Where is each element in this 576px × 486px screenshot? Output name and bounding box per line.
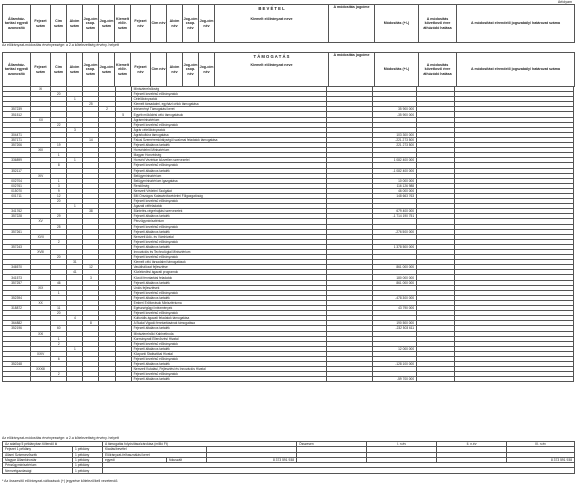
row-name: Fejezeti kezelésű előirányzatok: [131, 163, 326, 168]
row-alcim: 1: [67, 158, 83, 163]
row-amount: -1 714 190 751: [372, 214, 416, 219]
row-name: Fejezeti általános tartalék: [131, 214, 326, 219]
row-cim: 1: [51, 153, 67, 158]
hdr2-jogcim: Jog-cím szám: [99, 53, 115, 87]
row-amount: -35 900 000: [372, 112, 416, 117]
row-name: Intézményi Támogatási keret: [131, 107, 326, 112]
summary-ervenyessege: Előirányzat-felhasználási keret: [103, 452, 207, 457]
row-name: A Budai Vigadó fenntartásának támogatása: [131, 321, 326, 326]
row-alcim: 3: [67, 127, 83, 132]
row-name: Fejezeti kezelésű előirányzatok: [131, 356, 326, 361]
hdr2-modositas: Módosítás (+/-): [375, 53, 419, 87]
row-id: 341573: [3, 275, 31, 280]
row-name: Belügyminisztérium igazgatása: [131, 178, 326, 183]
row-name: Fejezeti kezelésű előirányzatok: [131, 92, 326, 97]
row-id: 352117: [3, 168, 31, 173]
hdr2-kiemelt: Kiemelt előir. szám: [115, 53, 131, 87]
row-name: Fejezeti általános tartalék: [131, 168, 326, 173]
row-fejezet: XI: [31, 87, 51, 92]
top-right-label: Árfolyam: [557, 0, 572, 4]
summary-fokuszalt: fókuszált: [167, 457, 207, 462]
row-id: 364882: [3, 321, 31, 326]
row-name: Fejezeti kezelésű előirányzatok: [131, 372, 326, 377]
copy-count-3: 1 példány: [73, 463, 103, 468]
row-name: Belügyminisztérium: [131, 173, 326, 178]
copy-count-2: 1 példány: [73, 457, 103, 462]
row-name: Egyéb működési célú támogatások: [131, 112, 326, 117]
row-amount: 35 900 000: [372, 107, 416, 112]
hdr2-modositas-jogcime: A módosítás jogcíme: [329, 53, 375, 87]
row-id: 318872: [3, 306, 31, 311]
row-jogcsop: 8: [83, 321, 99, 326]
row-name: Honvédelmi Minisztérium: [131, 148, 326, 153]
row-cim: 11: [51, 306, 67, 311]
hdr-jogcim: Jog-cím szám: [99, 5, 115, 43]
hdr2-jogcsop: Jog-cím csop. szám: [83, 53, 99, 87]
row-alcim: [67, 377, 83, 382]
hdr2-jogszabaly: A módosítást elrendelő jogszabály/ határozat száma: [457, 53, 575, 87]
row-name: Kiemelt társadalmi, egyházi célok támogatása: [131, 102, 326, 107]
row-cim: 12: [51, 193, 67, 198]
row-cim: 1: [51, 178, 67, 183]
row-name: Fejezeti általános tartalék: [131, 377, 326, 382]
row-cim: 6: [51, 356, 67, 361]
row-name: Közúti fenntartási feladatok: [131, 275, 326, 280]
row-name: Pénzügyminisztérium: [131, 219, 326, 224]
row-id: 352394: [3, 295, 31, 300]
row-name: Emberi Erőforrások Minisztériuma: [131, 300, 326, 305]
row-jogcsop: 12: [83, 265, 99, 270]
summary-label: Az adatlap 5 példányban töltendő ki: [3, 442, 103, 447]
footnote: * Az összesítő előírányzat-változások (+) jegyzése kötelező/kell vezetendő.: [2, 479, 119, 483]
row-kovetkezo: [417, 377, 455, 382]
row-name: Fejezeti kezelésű előirányzatok: [131, 341, 326, 346]
row-amount: 221 273 500: [372, 143, 416, 148]
row-cim: 3: [51, 183, 67, 188]
summary-total: 8 373 591 938: [207, 457, 297, 462]
row-id: 352248: [3, 362, 31, 367]
row-fejezet: XV: [31, 219, 51, 224]
hdr-alcim-nev: Alcím név: [167, 5, 183, 43]
row-amount: 679 400 000: [372, 209, 416, 214]
hdr2-tamogatas: [215, 53, 329, 87]
row-amount: -128 100 000: [372, 362, 416, 367]
row-name: BM Országos Katasztrófavédelmi Főigazgatóság: [131, 193, 326, 198]
row-alcim: 1: [67, 346, 83, 351]
row-cim: 25: [51, 224, 67, 229]
row-amount: 180 000 000: [372, 275, 416, 280]
summary-kiadas: Kiadás/bevétel: [103, 447, 207, 452]
row-name: Fejezeti általános tartalék: [131, 229, 326, 234]
row-jogszabaly: [455, 377, 574, 382]
row-id: 357239: [3, 107, 31, 112]
hdr2-alcim-nev: Alcím név: [167, 53, 183, 87]
row-name: Fejezeti általános tartalék: [131, 326, 326, 331]
row-fejezet: XXXIII: [31, 367, 51, 372]
row-amount: -59 700 000: [372, 377, 416, 382]
hdr2-cim: Cím szám: [51, 53, 67, 87]
row-name: Kulturális ágazati feladatok támogatása: [131, 316, 326, 321]
hdr-fejezet: Fejezet szám: [31, 5, 51, 43]
row-fejezet: XIII: [31, 148, 51, 153]
summary-q1: I. n.év: [367, 442, 437, 447]
row-name: Innovációs és Technológiai Minisztérium: [131, 250, 326, 255]
row-fejezet: XVII: [31, 234, 51, 239]
hdr-kiemelt: Kiemelt előir. szám: [115, 5, 131, 43]
hdr-alcim: Alcím szám: [67, 5, 83, 43]
copy-name-4: Nemzetgazdasági: [3, 468, 73, 473]
summary-osszesen: Összesen: [297, 442, 367, 447]
summary-q2: II. n.év: [437, 442, 507, 447]
row-amount: 1 082 400 000: [372, 158, 416, 163]
row-kiemelt: [115, 377, 131, 382]
row-name: Fejezeti általános tartalék: [131, 346, 326, 351]
row-amount: 190 500 000: [372, 321, 416, 326]
row-name: Fejezeti általános tartalék: [131, 244, 326, 249]
hdr-modositas: Módosítás (+/-): [375, 5, 419, 43]
hdr2-fejezet: Fejezet szám: [31, 53, 51, 87]
row-id: 351512: [3, 112, 31, 117]
row-cim: [51, 377, 67, 382]
row-jogcsop: 38: [83, 209, 99, 214]
row-id: 352196: [3, 326, 31, 331]
row-id: 341762: [3, 209, 31, 214]
row-kiemelt: 5: [115, 112, 131, 117]
row-cim: 29: [51, 214, 67, 219]
row-cim: 2: [51, 372, 67, 377]
table-row: [3, 377, 574, 382]
row-amount: 861 000 000: [372, 265, 416, 270]
hdr-jogcim-nev: Jog-cím név: [199, 5, 215, 43]
row-fejezet: XIX: [31, 285, 51, 290]
row-cim: 8: [51, 163, 67, 168]
row-amount: -221 273 500: [372, 137, 416, 142]
row-cim: 22: [51, 122, 67, 127]
row-jogcime: [326, 377, 372, 382]
row-id: 357257: [3, 280, 31, 285]
summary-egyedi: egyedi: [103, 457, 167, 462]
summary-total-2: 8 373 591 938: [507, 457, 575, 462]
row-alcim: 31: [67, 260, 83, 265]
copy-count-1: 1 példány: [73, 452, 103, 457]
row-name: Uniós fejlesztések: [131, 285, 326, 290]
row-amount: 1 378 500 000: [372, 244, 416, 249]
row-cim: 19: [51, 143, 67, 148]
row-cim: 20: [51, 92, 67, 97]
row-cim: 20: [51, 255, 67, 260]
row-alcim: 4: [67, 316, 83, 321]
row-name: Fejezeti kezelésű előirányzatok: [131, 239, 326, 244]
row-id: 002704: [3, 178, 31, 183]
hdr-jogszabaly: A módosítást elrendelő jogszabály/ határozat száma: [457, 5, 575, 43]
row-name: Nemzeti Kutatási, Fejlesztési és Innovációs Hivatal: [131, 367, 326, 372]
row-name: Központi Statisztikai Hivatal: [131, 351, 326, 356]
row-name: Falusi Szeméremkirálységül szakmai feladatok támogatása: [131, 137, 326, 142]
row-fejezet: [31, 377, 51, 382]
row-jogcim: [99, 377, 115, 382]
row-id: 346570: [3, 265, 31, 270]
row-id: 001711: [3, 193, 31, 198]
row-id: 357206: [3, 143, 31, 148]
row-amount: -276 500 000: [372, 229, 416, 234]
copy-name-0: Fejezet 1 példány: [3, 447, 73, 452]
row-name: Fejezeti kezelésű előirányzatok: [131, 122, 326, 127]
row-name: Közlekedési ágazati programok: [131, 270, 326, 275]
row-name: Fejezeti kezelésű előirányzatok: [131, 290, 326, 295]
hdr-bevetel: [215, 5, 329, 43]
row-cim: 2: [51, 341, 67, 346]
row-amount: 12 000 000: [372, 346, 416, 351]
hdr-cim: Cím szám: [51, 5, 67, 43]
bevetel-kiemelt: Kiemelt előirányzat neve: [250, 17, 293, 22]
row-jogcsop: 3: [83, 275, 99, 280]
bevetel-title: B E V É T E L: [258, 6, 285, 11]
data-table: [2, 86, 574, 382]
summary-q3: III. n.év: [507, 442, 575, 447]
row-name: Magyar Honvédség: [131, 153, 326, 158]
hdr-modositas-jogcime: A módosítás jogcíme: [329, 5, 375, 43]
row-amount: -1 082 400 000: [372, 168, 416, 173]
row-id: 002761: [3, 183, 31, 188]
row-cim: 9: [51, 188, 67, 193]
row-fejezet: XIV: [31, 173, 51, 178]
hdr-kovetkezo: A módosítás következő évre áthúzódó hatása: [419, 5, 457, 43]
row-cim: 46: [51, 280, 67, 285]
row-id: 357228: [3, 214, 31, 219]
row-amount: -478 300 000: [372, 295, 416, 300]
hdr2-kovetkezo: A módosítás következő évre áthúzódó hatása: [419, 53, 457, 87]
note-bottom: Az előirányzat-módosítás érvényessége: a 2.a kötelezettség érvény. helyett: [2, 436, 119, 440]
row-name: Célelőirányzatok: [131, 97, 326, 102]
copy-count-4: 1 példány: [73, 468, 103, 473]
row-name: Miniszterelnökség: [131, 87, 326, 92]
row-name: Kormányzati Ellenőrzési Hivatal: [131, 336, 326, 341]
row-name: Fejezeti kezelésű előirányzatok: [131, 311, 326, 316]
hdr-jogcsop: Jog-cím csop. szám: [83, 5, 99, 43]
row-amount: 103 300 000: [372, 132, 416, 137]
row-id: 357243: [3, 244, 31, 249]
row-name: Egészségügyi intézmények: [131, 306, 326, 311]
hdr-id: Államház-tartási egyedi azonosító: [3, 5, 31, 43]
row-name: Fejezeti általános tartalék: [131, 295, 326, 300]
row-amount: 10 000 000: [372, 178, 416, 183]
row-fejezet: XXI: [31, 331, 51, 336]
row-id: 336899: [3, 158, 31, 163]
row-amount: 43 790 000: [372, 306, 416, 311]
row-id: 304471: [3, 132, 31, 137]
row-jogcsop: 14: [83, 137, 99, 142]
copy-name-1: Állami Számvevőszék: [3, 452, 73, 457]
row-name: Vasúthálózat fejlesztése: [131, 265, 326, 270]
copy-name-2: Magyar Államkincstár: [3, 457, 73, 462]
hdr2-cim-nev: Cím név: [151, 53, 167, 87]
row-fejezet: XX: [31, 300, 51, 305]
row-name: Fejezeti kezelésű előirányzatok: [131, 199, 326, 204]
row-amount: -232 503 611: [372, 326, 416, 331]
row-fejezet: XII: [31, 117, 51, 122]
summary-copy-label: A támogatás folyósítása/zárolása (millió Ft): [103, 442, 297, 447]
row-jogcsop: 25: [83, 102, 99, 107]
row-amount: 116 126 988: [372, 183, 416, 188]
tamogatas-kiemelt: Kiemelt előirányzat neve: [250, 63, 293, 68]
row-cim: 2: [51, 239, 67, 244]
hdr2-alcim: Alcím szám: [67, 53, 83, 87]
hdr-jogcsop-nev: Jog-cím csop. név: [183, 5, 199, 43]
row-name: Nemzeti Védelmi Szolgálat: [131, 188, 326, 193]
row-cim: 60: [51, 326, 67, 331]
row-name: Agrárminisztérium: [131, 117, 326, 122]
row-id: 357171: [3, 137, 31, 142]
header-table-tamogatas: [2, 52, 575, 87]
row-alcim: 41: [67, 270, 83, 275]
row-alcim: 1: [67, 204, 83, 209]
row-name: Agrárkultúra támogatása: [131, 132, 326, 137]
row-name: Fejezeti általános tartalék: [131, 143, 326, 148]
row-name: Fejezeti kezelésű előirányzatok: [131, 255, 326, 260]
row-name: Miniszterelnöki Kabinetiroda: [131, 331, 326, 336]
note-top: Az előirányzat-módosítás érvényessége: a 2.a kötelezettség érvény. helyett: [2, 43, 119, 47]
copy-count-0: 1 példány: [73, 447, 103, 452]
hdr2-fejezet-nev: Fejezet név: [131, 53, 151, 87]
row-alcim: 1: [67, 97, 83, 102]
row-name: Nemzeti Adó- és Vámhivatal: [131, 234, 326, 239]
row-cim: 1: [51, 290, 67, 295]
hdr2-jogcsop-nev: Jog-cím csop. név: [183, 53, 199, 87]
row-fejezet: XXIV: [31, 351, 51, 356]
hdr2-jogcim-nev: Jog-cím név: [199, 53, 215, 87]
hdr-cim-nev: Cím név: [151, 5, 167, 43]
row-cim: 20: [51, 311, 67, 316]
header-table-bevetel: [2, 4, 575, 43]
row-name: Fejezeti kezelésű előirányzatok: [131, 224, 326, 229]
row-name: Honvéd Vezérkar közvetlen szervezetei: [131, 158, 326, 163]
hdr2-id: Államház-tartási egyedi azonosító: [3, 53, 31, 87]
row-cim: 1: [51, 336, 67, 341]
row-cim: 20: [51, 199, 67, 204]
row-jogcim: 2: [99, 107, 115, 112]
row-name: Büntetés-végrehajtási szervezetek: [131, 209, 326, 214]
row-id: 357261: [3, 229, 31, 234]
row-id: 015070: [3, 188, 31, 193]
row-id: [3, 377, 31, 382]
summary-table: [2, 441, 575, 474]
tamogatas-title: T Á M O G A T Á S: [253, 54, 290, 59]
row-amount: 46 000 000: [372, 188, 416, 193]
copy-name-3: Pénzügyminisztérium: [3, 463, 73, 468]
hdr-fejezet-nev: Fejezet név: [131, 5, 151, 43]
row-name: Fejezeti általános tartalék: [131, 280, 326, 285]
row-name: Agrár célelőirányzatok: [131, 127, 326, 132]
row-jogcsop: [83, 377, 99, 382]
row-amount: 861 000 000: [372, 280, 416, 285]
row-name: Rendőrség: [131, 183, 326, 188]
row-name: Kiemelt célú társadalmi támogatások: [131, 260, 326, 265]
row-amount: 148 663 763: [372, 193, 416, 198]
row-name: Fejezeti általános tartalék: [131, 362, 326, 367]
row-name: Ágazati célfeladatok: [131, 204, 326, 209]
row-fejezet: XVIII: [31, 250, 51, 255]
